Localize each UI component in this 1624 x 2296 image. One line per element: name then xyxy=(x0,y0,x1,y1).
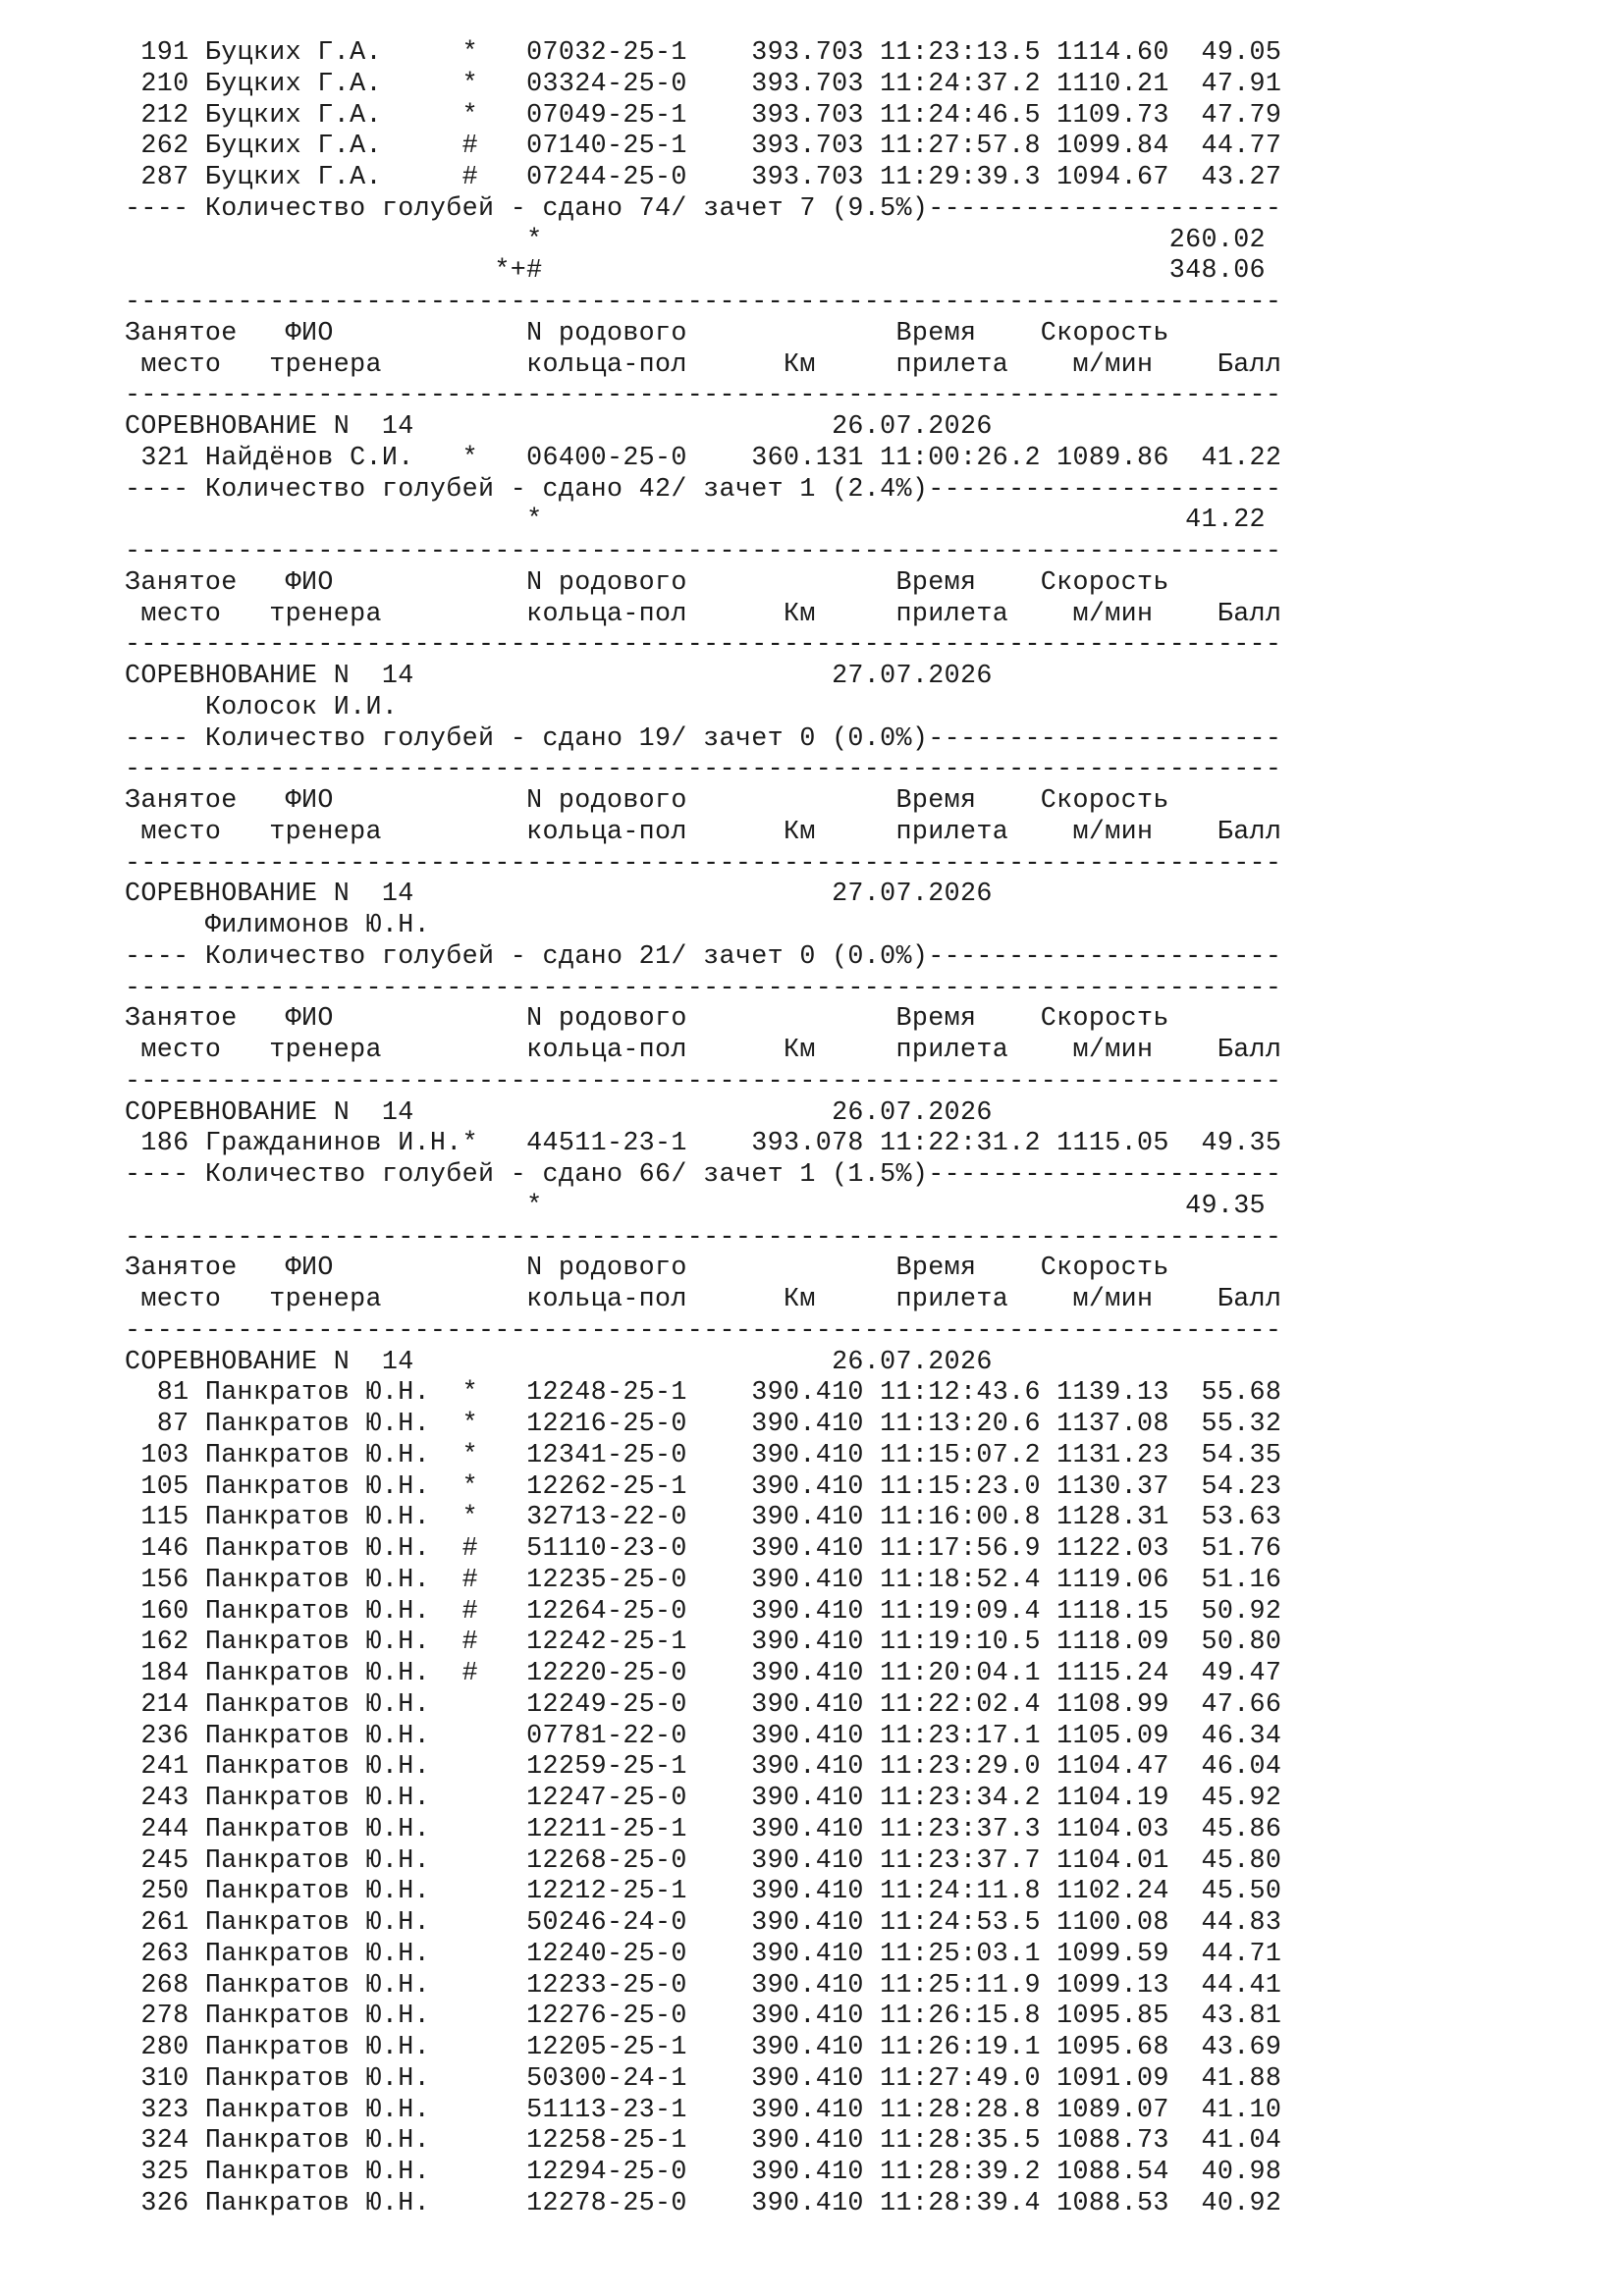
text-line: 186 Гражданинов И.Н.* 44511-23-1 393.078 11:22:31.2 1115.05 49.35 xyxy=(125,1129,1282,1159)
text-line: * 260.02 xyxy=(125,225,1266,255)
text-line: место тренера кольца-пол Км прилета м/мин Балл xyxy=(125,599,1282,629)
text-line: 87 Панкратов Ю.Н. * 12216-25-0 390.410 11:13:20.6 1137.08 55.32 xyxy=(125,1410,1282,1439)
text-line: 184 Панкратов Ю.Н. # 12220-25-0 390.410 11:20:04.1 1115.24 49.47 xyxy=(125,1659,1282,1688)
text-line: ------------------------------------------------------------------------ xyxy=(125,848,1282,879)
text-line: 324 Панкратов Ю.Н. 12258-25-1 390.410 11:28:35.5 1088.73 41.04 xyxy=(125,2126,1282,2157)
text-line: ---- Количество голубей - сдано 42/ зачет 1 (2.4%)---------------------- xyxy=(125,474,1282,505)
text-line: 146 Панкратов Ю.Н. # 51110-23-0 390.410 11:17:56.9 1122.03 51.76 xyxy=(125,1534,1282,1564)
text-line: 278 Панкратов Ю.Н. 12276-25-0 390.410 11:26:15.8 1095.85 43.81 xyxy=(125,2002,1282,2032)
text-line: 280 Панкратов Ю.Н. 12205-25-1 390.410 11:26:19.1 1095.68 43.69 xyxy=(125,2033,1282,2062)
text-line: 321 Найдёнов С.И. * 06400-25-0 360.131 11:00:26.2 1089.86 41.22 xyxy=(125,443,1282,473)
text-line: 236 Панкратов Ю.Н. 07781-22-0 390.410 11:23:17.1 1105.09 46.34 xyxy=(125,1721,1282,1751)
text-line: 325 Панкратов Ю.Н. 12294-25-0 390.410 11:28:39.2 1088.54 40.98 xyxy=(125,2158,1282,2187)
text-line: 268 Панкратов Ю.Н. 12233-25-0 390.410 11:25:11.9 1099.13 44.41 xyxy=(125,1970,1282,2001)
text-line: место тренера кольца-пол Км прилета м/мин Балл xyxy=(125,1285,1282,1314)
text-line: СОРЕВНОВАНИЕ N 14 27.07.2026 xyxy=(125,662,993,691)
text-line: ------------------------------------------------------------------------ xyxy=(125,973,1282,1003)
text-line: 156 Панкратов Ю.Н. # 12235-25-0 390.410 11:18:52.4 1119.06 51.16 xyxy=(125,1565,1282,1595)
text-line: 323 Панкратов Ю.Н. 51113-23-1 390.410 11:28:28.8 1089.07 41.10 xyxy=(125,2095,1282,2125)
text-line: 160 Панкратов Ю.Н. # 12264-25-0 390.410 11:19:09.4 1118.15 50.92 xyxy=(125,1596,1282,1627)
text-line: Занятое ФИО N родового Время Скорость xyxy=(125,567,1169,598)
text-line: ---- Количество голубей - сдано 66/ зачет 1 (1.5%)---------------------- xyxy=(125,1160,1282,1190)
results-printout xyxy=(125,38,1617,2220)
text-line: 105 Панкратов Ю.Н. * 12262-25-1 390.410 11:15:23.0 1130.37 54.23 xyxy=(125,1471,1282,1502)
text-line: Колосок И.И. xyxy=(125,692,399,722)
text-line: 81 Панкратов Ю.Н. * 12248-25-1 390.410 11:12:43.6 1139.13 55.68 xyxy=(125,1378,1282,1409)
text-line: 310 Панкратов Ю.Н. 50300-24-1 390.410 11:27:49.0 1091.09 41.88 xyxy=(125,2063,1282,2094)
text-line: 250 Панкратов Ю.Н. 12212-25-1 390.410 11:24:11.8 1102.24 45.50 xyxy=(125,1877,1282,1907)
text-line: 261 Панкратов Ю.Н. 50246-24-0 390.410 11:24:53.5 1100.08 44.83 xyxy=(125,1908,1282,1938)
text-line: ------------------------------------------------------------------------ xyxy=(125,381,1282,411)
text-line: ---- Количество голубей - сдано 74/ зачет 7 (9.5%)---------------------- xyxy=(125,193,1282,224)
text-line: место тренера кольца-пол Км прилета м/мин Балл xyxy=(125,1036,1282,1065)
text-line: 162 Панкратов Ю.Н. # 12242-25-1 390.410 11:19:10.5 1118.09 50.80 xyxy=(125,1628,1282,1658)
text-line: ------------------------------------------------------------------------ xyxy=(125,288,1282,317)
text-line: Занятое ФИО N родового Время Скорость xyxy=(125,786,1169,816)
text-line: 210 Буцких Г.А. * 03324-25-0 393.703 11:24:37.2 1110.21 47.91 xyxy=(125,69,1282,99)
text-line: Занятое ФИО N родового Время Скорость xyxy=(125,1254,1169,1284)
text-line: 115 Панкратов Ю.Н. * 32713-22-0 390.410 11:16:00.8 1128.31 53.63 xyxy=(125,1503,1282,1533)
text-line: 103 Панкратов Ю.Н. * 12341-25-0 390.410 11:15:07.2 1131.23 54.35 xyxy=(125,1440,1282,1470)
text-line: * 49.35 xyxy=(125,1191,1266,1221)
text-line: 287 Буцких Г.А. # 07244-25-0 393.703 11:29:39.3 1094.67 43.27 xyxy=(125,163,1282,192)
text-line: 326 Панкратов Ю.Н. 12278-25-0 390.410 11:28:39.4 1088.53 40.92 xyxy=(125,2188,1282,2218)
text-line: ---- Количество голубей - сдано 19/ зачет 0 (0.0%)---------------------- xyxy=(125,723,1282,754)
text-line: ------------------------------------------------------------------------ xyxy=(125,537,1282,566)
text-line: СОРЕВНОВАНИЕ N 14 26.07.2026 xyxy=(125,1347,993,1377)
text-line: 245 Панкратов Ю.Н. 12268-25-0 390.410 11:23:37.7 1104.01 45.80 xyxy=(125,1845,1282,1876)
text-line: 241 Панкратов Ю.Н. 12259-25-1 390.410 11:23:29.0 1104.47 46.04 xyxy=(125,1752,1282,1783)
text-line: * 41.22 xyxy=(125,506,1266,536)
text-line: ------------------------------------------------------------------------ xyxy=(125,1315,1282,1346)
text-line: Занятое ФИО N родового Время Скорость xyxy=(125,1004,1169,1035)
text-line: 263 Панкратов Ю.Н. 12240-25-0 390.410 11:25:03.1 1099.59 44.71 xyxy=(125,1939,1282,1969)
text-line: Филимонов Ю.Н. xyxy=(125,911,430,940)
text-line: СОРЕВНОВАНИЕ N 14 27.07.2026 xyxy=(125,880,993,910)
text-line: ------------------------------------------------------------------------ xyxy=(125,755,1282,785)
text-line: Занятое ФИО N родового Время Скорость xyxy=(125,318,1169,348)
text-line: 212 Буцких Г.А. * 07049-25-1 393.703 11:24:46.5 1109.73 47.79 xyxy=(125,100,1282,131)
text-line: место тренера кольца-пол Км прилета м/мин Балл xyxy=(125,349,1282,380)
text-line: ------------------------------------------------------------------------ xyxy=(125,1222,1282,1253)
text-line: место тренера кольца-пол Км прилета м/мин Балл xyxy=(125,817,1282,847)
text-line: СОРЕВНОВАНИЕ N 14 26.07.2026 xyxy=(125,1097,993,1128)
text-line: 243 Панкратов Ю.Н. 12247-25-0 390.410 11:23:34.2 1104.19 45.92 xyxy=(125,1784,1282,1813)
text-line: ------------------------------------------------------------------------ xyxy=(125,630,1282,661)
text-line: 244 Панкратов Ю.Н. 12211-25-1 390.410 11:23:37.3 1104.03 45.86 xyxy=(125,1814,1282,1844)
text-line: 262 Буцких Г.А. # 07140-25-1 393.703 11:27:57.8 1099.84 44.77 xyxy=(125,132,1282,162)
text-line: 214 Панкратов Ю.Н. 12249-25-0 390.410 11:22:02.4 1108.99 47.66 xyxy=(125,1689,1282,1720)
text-line: 191 Буцких Г.А. * 07032-25-1 393.703 11:23:13.5 1114.60 49.05 xyxy=(125,38,1282,68)
text-line: *+# 348.06 xyxy=(125,256,1266,287)
text-line: СОРЕВНОВАНИЕ N 14 26.07.2026 xyxy=(125,412,993,442)
text-line: ---- Количество голубей - сдано 21/ зачет 0 (0.0%)---------------------- xyxy=(125,941,1282,972)
text-line: ------------------------------------------------------------------------ xyxy=(125,1066,1282,1096)
